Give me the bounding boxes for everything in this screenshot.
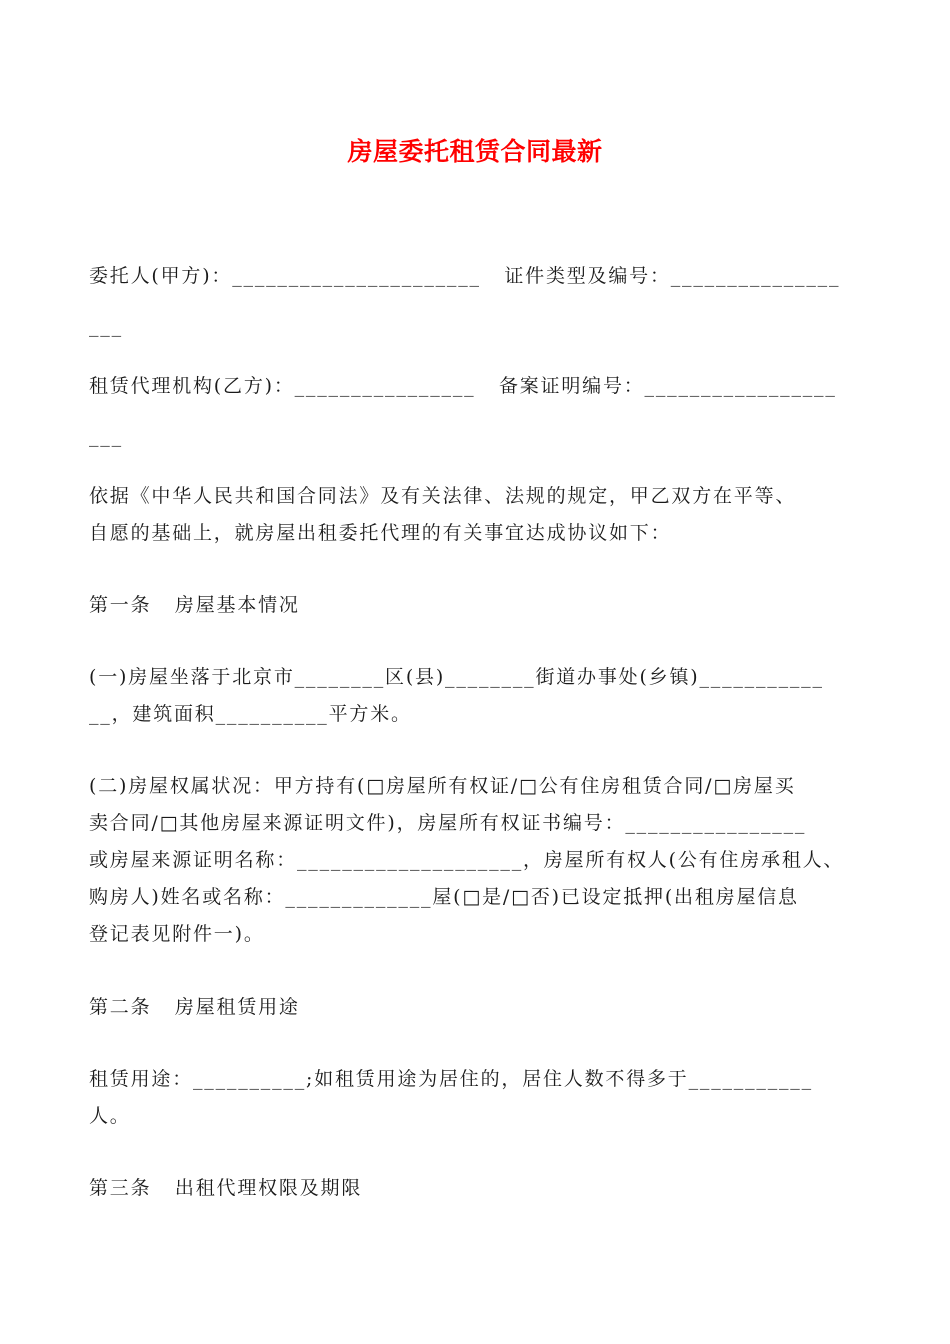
principal-party-a-line: 委托人(甲方)：______________________ 证件类型及编号：_______________ (89, 265, 841, 287)
clause-1-2-line-3: 或房屋来源证明名称：____________________，房屋所有权人(公有住房承租人、 (89, 849, 845, 871)
agency-party-b-line-cont: ___ (89, 425, 123, 447)
clause-1-1-line-2: __，建筑面积__________平方米。 (89, 703, 412, 725)
article-2-heading: 第二条 房屋租赁用途 (89, 996, 300, 1018)
principal-party-a-line-cont: ___ (89, 315, 123, 337)
document-title: 房屋委托租赁合同最新 (347, 137, 603, 166)
lease-purpose-line-1: 租赁用途：__________;如租赁用途为居住的，居住人数不得多于___________ (89, 1068, 813, 1090)
clause-1-2-line-4: 购房人)姓名或名称：_____________屋(□是/□否)已设定抵押(出租房屋信息 (89, 886, 799, 908)
agency-party-b-line: 租赁代理机构(乙方)：________________ 备案证明编号：_________________ (89, 375, 837, 397)
clause-1-2-line-2: 卖合同/□其他房屋来源证明文件)，房屋所有权证书编号：________________ (89, 812, 807, 834)
article-3-heading: 第三条 出租代理权限及期限 (89, 1177, 363, 1199)
preamble-line-2: 自愿的基础上，就房屋出租委托代理的有关事宜达成协议如下： (89, 522, 672, 544)
clause-1-1-line-1: (一)房屋坐落于北京市________区(县)________街道办事处(乡镇)___________ (89, 666, 824, 688)
preamble-line-1: 依据《中华人民共和国合同法》及有关法律、法规的规定，甲乙双方在平等、 (89, 485, 797, 507)
clause-1-2-line-5: 登记表见附件一)。 (89, 923, 265, 945)
article-1-heading: 第一条 房屋基本情况 (89, 594, 300, 616)
lease-purpose-line-2: 人。 (89, 1105, 131, 1127)
clause-1-2-line-1: (二)房屋权属状况：甲方持有(□房屋所有权证/□公有住房租赁合同/□房屋买 (89, 775, 796, 797)
